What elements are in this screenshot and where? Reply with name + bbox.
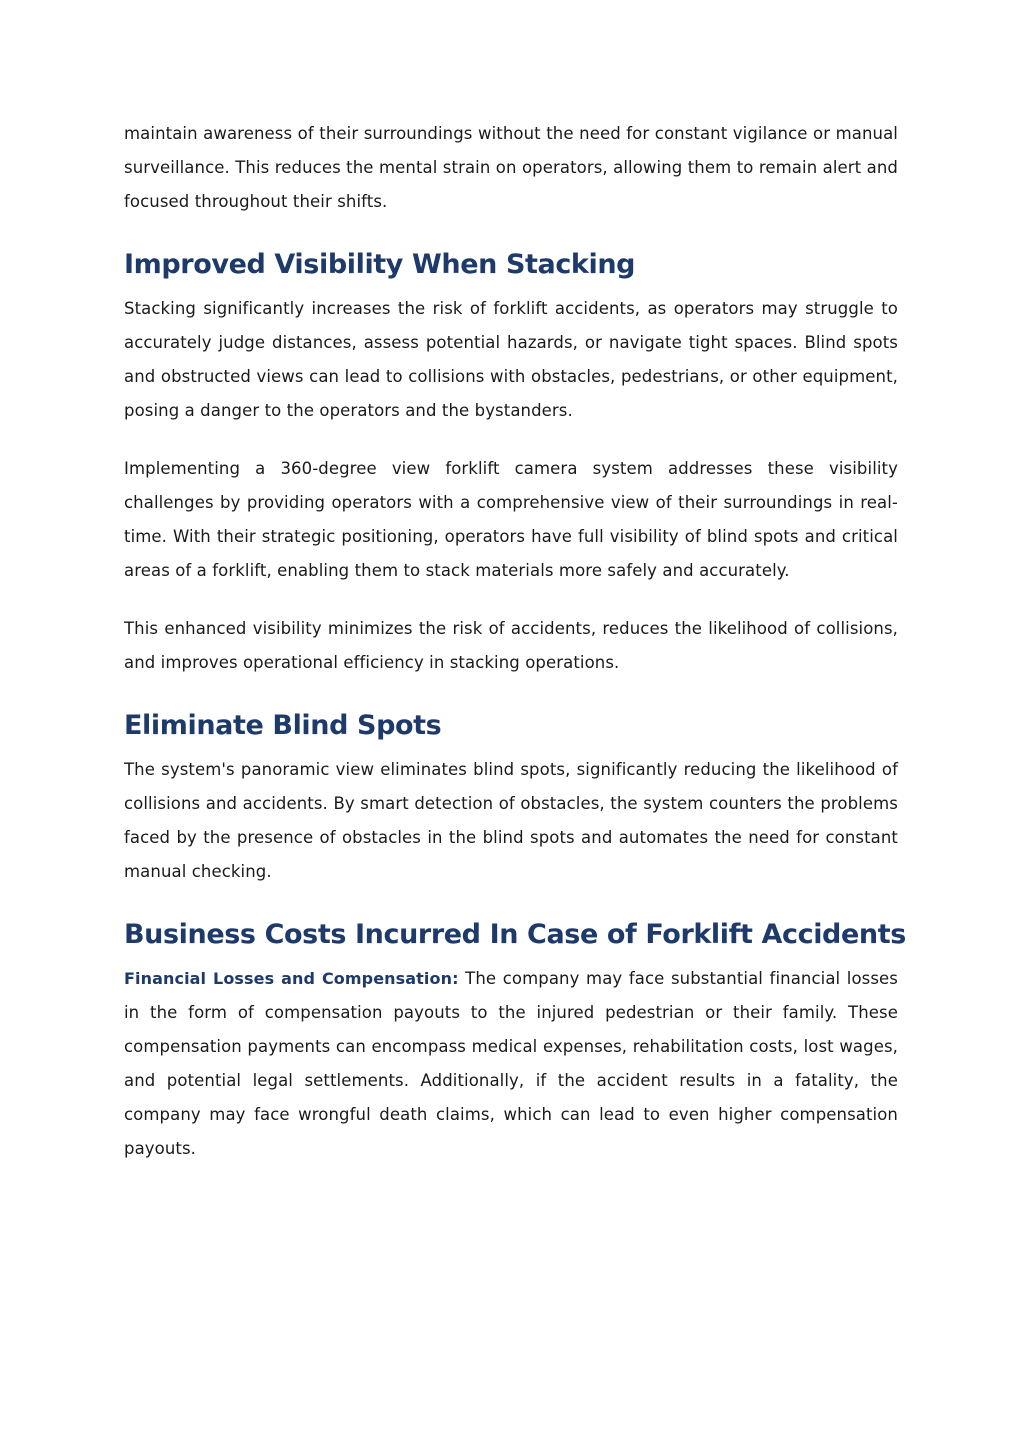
costs-paragraph-text: The company may face substantial financial losses in the form of compensation payouts to the injured pedestrian or their family. These compensation payments can encompass medical expenses, rehabilitation costs, lost wages, and potential legal settlements. Additionally, if the accident results in a fatality, the company may face wrongful death claims, which can lead to even higher compensation payouts. bbox=[124, 969, 898, 1158]
document-page bbox=[124, 117, 906, 1166]
stacking-paragraph-1: Stacking significantly increases the risk of forklift accidents, as operators may struggle to accurately judge distances, assess potential hazards, or navigate tight spaces. Blind spots and obstructed views can lead to collisions with obstacles, pedestrians, or other equipment, posing a danger to the operators and the bystanders. bbox=[124, 299, 898, 420]
blind-spots-paragraph: The system's panoramic view eliminates blind spots, significantly reducing the likelihood of collisions and accidents. By smart detection of obstacles, the system counters the problems faced by the presence of obstacles in the blind spots and automates the need for constant manual checking. bbox=[124, 760, 898, 881]
heading-eliminate-blind-spots: Eliminate Blind Spots bbox=[124, 710, 442, 741]
financial-losses-term: Financial Losses and Compensation: bbox=[124, 969, 459, 988]
intro-paragraph: maintain awareness of their surroundings without the need for constant vigilance or manual surveillance. This reduces the mental strain on operators, allowing them to remain alert and focused throughout their shifts. bbox=[124, 124, 898, 211]
heading-improved-visibility: Improved Visibility When Stacking bbox=[124, 249, 636, 280]
stacking-paragraph-2: Implementing a 360-degree view forklift camera system addresses these visibility challenges by providing operators with a comprehensive view of their surroundings in real-time. With their strategic positioning, operators have full visibility of blind spots and critical areas of a forklift, enabling them to stack materials more safely and accurately. bbox=[124, 459, 898, 580]
costs-paragraph bbox=[124, 962, 898, 1166]
heading-business-costs: Business Costs Incurred In Case of Forklift Accidents bbox=[124, 919, 906, 950]
stacking-paragraph-3: This enhanced visibility minimizes the risk of accidents, reduces the likelihood of collisions, and improves operational efficiency in stacking operations. bbox=[124, 619, 898, 672]
